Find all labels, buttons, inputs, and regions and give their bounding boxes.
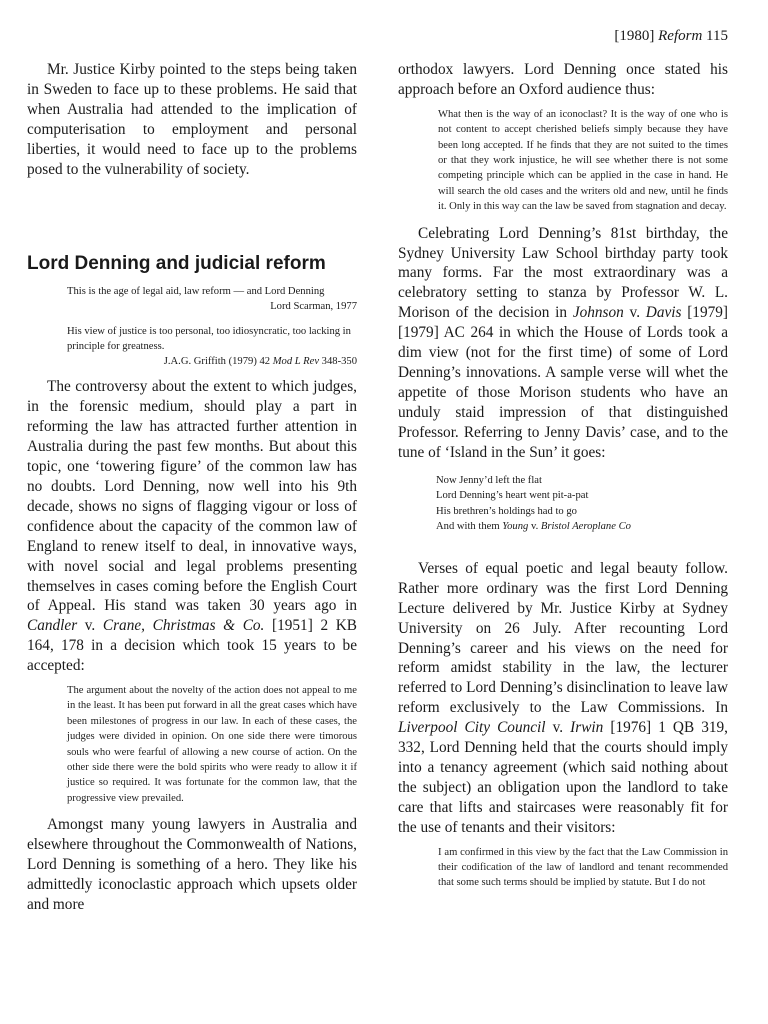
case-versus: v. — [545, 719, 571, 737]
epigraph — [67, 324, 357, 369]
right-column — [398, 60, 728, 900]
case-name: Crane, Christmas & Co. — [102, 617, 265, 635]
block-quote: I am confirmed in this view by the fact that the Law Commission in their codification of the law of landlord and tenant recommended that some such terms should be implied by statute. But I do not — [438, 846, 728, 889]
verse — [436, 473, 728, 535]
citation-journal: Mod L Rev — [272, 356, 320, 368]
citation-text: 348-350 — [319, 356, 357, 368]
header-year: [1980] — [614, 28, 655, 44]
header-journal: Reform — [658, 28, 703, 44]
verse-line: Lord Denning’s heart went pit-a-pat — [436, 490, 589, 502]
case-name: Bristol Aeroplane Co — [540, 521, 631, 533]
paragraph-text: [1976] 1 QB 319, 332, Lord Denning held that the courts should imply into a tenancy agreement (which said nothing about the subject) an obligation upon the landlord to take care that lifts and staircases were reasonably fit for the use of tenants and their visitors: — [398, 719, 728, 836]
verse-line: His brethren’s holdings had to go — [436, 505, 577, 517]
paragraph-text: Verses of equal poetic and legal beauty follow. Rather more ordinary was the first Lord Denning Lecture delivered by Mr. Justice Kirby at Sydney University on 26 July. After recounting Lord Denning’s career and his views on the need for reform amidst stability in the law, the lecturer referred to Lord Denning’s disinclination to leave law reform exclusively to the Law Commissions. In — [398, 559, 728, 717]
case-versus: v. — [623, 304, 646, 322]
case-name: Candler — [27, 617, 78, 635]
verse-line: Now Jenny’d left the flat — [436, 474, 542, 486]
case-name: Irwin — [570, 719, 604, 737]
paragraph — [398, 224, 728, 463]
paragraph: orthodox lawyers. Lord Denning once stated his approach before an Oxford audience thus: — [398, 61, 728, 98]
verse-line — [436, 519, 728, 535]
case-name: Johnson — [572, 304, 624, 322]
block-quote: The argument about the novelty of the action does not appeal to me in the least. It has been put forward in all the great cases which have been milestones of progress in our law. In each of these cases, the judges were divided in opinion. On one side there were timorous souls who were fearful of allowing a new course of action. On the other side there were the bold spirits who were ready to allow it if justice so required. It was fortunate for the common law, that the progressive view prevailed. — [67, 685, 357, 804]
epigraph — [67, 284, 357, 314]
epigraph-attribution: Lord Scarman, 1977 — [270, 301, 357, 313]
left-column — [27, 60, 357, 915]
citation-text: J.A.G. Griffith (1979) 42 — [163, 356, 273, 368]
paragraph: Amongst many young lawyers in Australia and elsewhere throughout the Commonwealth of Nations, Lord Denning is something of a hero. They like his admittedly iconoclastic approach which upsets older and more — [27, 816, 357, 913]
epigraph-attribution — [67, 354, 357, 369]
paragraph — [398, 559, 728, 838]
case-name: Davis — [645, 304, 682, 322]
paragraph: Mr. Justice Kirby pointed to the steps being taken in Sweden to face up to these problems. He said that when Australia had attended to the implication of computerisation to employment and personal liberties, it would need to face up to the problems posed to the vulnerability of society. — [27, 61, 357, 178]
running-header — [614, 28, 728, 45]
case-name: Young — [502, 521, 529, 533]
verse-text: And with them — [436, 521, 503, 533]
paragraph-text: [1979] [1979] AC 264 in which the House of Lords took a dim view (not for the first time) of some of Lord Denning’s innovations. A sample verse will whet the appetite of those Morison students who have an unduly staid impression of that distinguished Professor. Referring to Jenny Davis’ case, and to the tune of ‘Island in the Sun’ it goes: — [398, 304, 728, 461]
case-versus: v. — [528, 521, 541, 533]
case-name: Liverpool City Council — [398, 719, 546, 737]
block-quote: What then is the way of an iconoclast? It is the way of one who is not content to accept cherished beliefs simply because they have been long accepted. If he finds that they are not suited to the times or that they work injustice, he will see whether there is not some competing principle which can be applied in the case in hand. He will search the old cases and the writers old and new, until he finds it. Only in this way can the law be saved from stagnation and decay. — [438, 108, 728, 213]
case-versus: v. — [77, 617, 103, 635]
section-heading: Lord Denning and judicial reform — [27, 253, 326, 275]
paragraph-text: Celebrating Lord Denning’s 81st birthday, the Sydney University Law School birthday party took many forms. Far the most extraordinary was a celebratory setting to stanza by Professor W. L. Morison of the decision in — [398, 224, 728, 322]
epigraph-text: This is the age of legal aid, law reform — and Lord Denning — [67, 286, 325, 298]
paragraph-text: [1951] 2 KB 164, 178 in a decision which took 15 years to be accepted: — [27, 617, 357, 675]
epigraphs — [27, 284, 357, 369]
paragraph — [27, 377, 357, 676]
header-page-number: 115 — [706, 28, 728, 44]
paragraph-text: The controversy about the extent to which judges, in the forensic medium, should play a part in reforming the law has attracted further attention in Australia during the past few months. But about this topic, one ‘towering figure’ of the common law has no doubts. Lord Denning, now well into his 9th decade, shows no signs of flagging vigour or loss of confidence about the capacity of the common law of England to renew itself to deal, in innovative ways, with novel social and legal problems presenting themselves in cases coming before the English Court of Appeal. His stand was taken 30 years ago in — [27, 378, 357, 615]
epigraph-text: His view of justice is too personal, too idiosyncratic, too lacking in principle for greatness. — [67, 326, 351, 353]
